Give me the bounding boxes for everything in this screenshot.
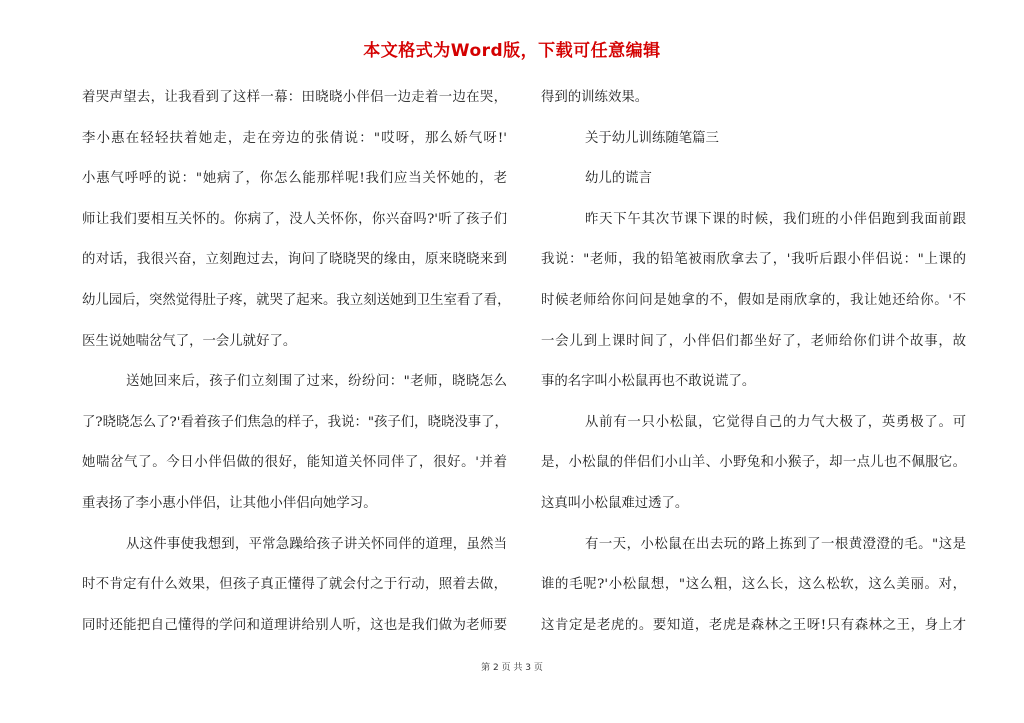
text-line: 谁的毛呢?'小松鼠想，"这么粗，这么长，这么松软，这么美丽。对， (541, 577, 966, 593)
text-line: 李小惠在轻轻扶着她走，走在旁边的张倩说："哎呀，那么娇气呀!' (82, 130, 507, 146)
text-line: 昨天下午其次节课下课的时候，我们班的小伴侣跑到我面前跟 (585, 211, 966, 227)
text-line: 重表扬了李小惠小伴侣，让其他小伴侣向她学习。 (82, 495, 377, 511)
text-line: 师让我们要相互关怀的。你病了，没人关怀你，你兴奋吗?'听了孩子们 (82, 211, 507, 227)
text-line: 她喘岔气了。今日小伴侣做的很好，能知道关怀同伴了，很好。'并着 (82, 455, 507, 471)
text-line: 幼儿园后，突然觉得肚子疼，就哭了起来。我立刻送她到卫生室看了看， (82, 292, 511, 308)
right-column (541, 78, 966, 646)
text-line: 这真叫小松鼠难过透了。 (541, 495, 689, 511)
header-title: 本文格式为Word版，下载可任意编辑 (363, 41, 661, 61)
text-line: 小惠气呼呼的说："她病了，你怎么能那样呢!我们应当关怀她的，老 (82, 171, 507, 187)
text-line: 有一天，小松鼠在出去玩的路上拣到了一根黄澄澄的毛。"这是 (585, 536, 966, 552)
page-number: 第 2 页 共 3 页 (481, 663, 543, 673)
text-line: 是，小松鼠的伴侣们小山羊、小野兔和小猴子，却一点儿也不佩服它。 (541, 455, 966, 471)
text-line: 的对话，我很兴奋，立刻跑过去，询问了晓晓哭的缘由，原来晓晓来到 (82, 252, 507, 268)
text-line: 得到的训练效果。 (541, 90, 649, 105)
text-line: 从前有一只小松鼠，它觉得自己的力气大极了，英勇极了。可 (585, 414, 966, 430)
page-footer (0, 660, 1024, 673)
left-column (82, 78, 511, 646)
text-line: 从这件事使我想到，平常急躁给孩子讲关怀同伴的道理，虽然当 (126, 536, 507, 552)
text-line: 这肯定是老虎的。要知道，老虎是森林之王呀!只有森林之王，身上才 (541, 617, 966, 633)
document-header (0, 36, 1024, 61)
text-line: 关于幼儿训练随笔篇三 (585, 130, 719, 146)
text-line: 时不肯定有什么效果，但孩子真正懂得了就会付之于行动，照着去做， (82, 577, 507, 593)
text-line: 我说："老师，我的铅笔被雨欣拿去了，'我听后跟小伴侣说："上课的 (541, 252, 966, 268)
text-line: 着哭声望去，让我看到了这样一幕：田晓晓小伴侣一边走着一边在哭， (82, 90, 507, 105)
text-line: 送她回来后，孩子们立刻围了过来，纷纷问："老师，晓晓怎么 (126, 374, 507, 390)
text-line: 同时还能把自己懂得的学问和道理讲给别人听，这也是我们做为老师要 (82, 617, 507, 633)
text-line: 幼儿的谎言 (585, 171, 652, 187)
text-line: 时候老师给你问问是她拿的不，假如是雨欣拿的，我让她还给你。'不 (541, 292, 966, 308)
text-line: 了?晓晓怎么了?'看着孩子们焦急的样子，我说："孩子们，晓晓没事了， (82, 414, 508, 430)
text-line: 一会儿到上课时间了，小伴侣们都坐好了，老师给你们讲个故事，故 (541, 333, 966, 349)
text-line: 事的名字叫小松鼠再也不敢说谎了。 (541, 374, 756, 390)
text-line: 医生说她喘岔气了，一会儿就好了。 (82, 333, 297, 349)
